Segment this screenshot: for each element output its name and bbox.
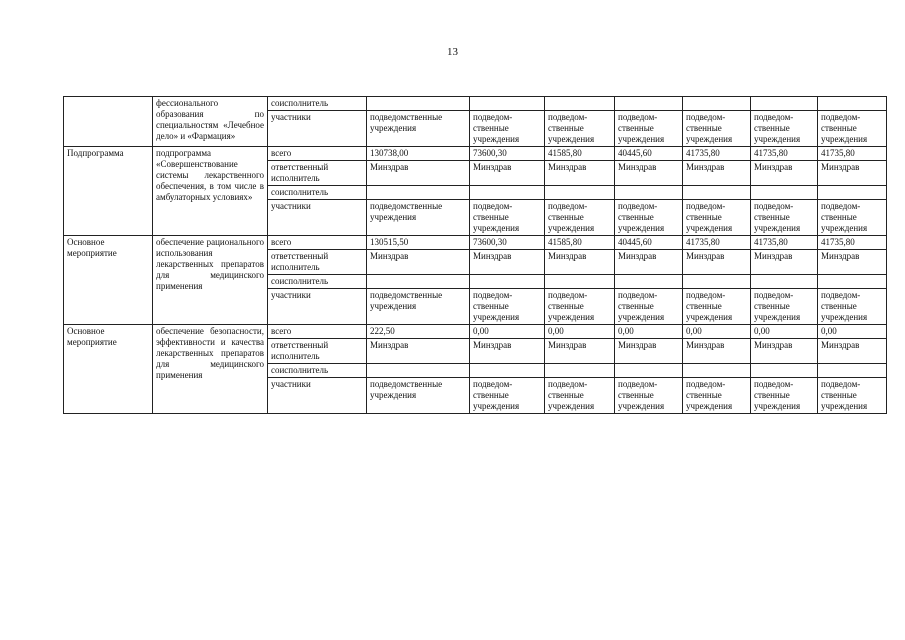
value-cell: подведом-ственные учреждения bbox=[751, 200, 818, 236]
value-cell bbox=[818, 186, 887, 200]
value-cell: Минздрав bbox=[751, 339, 818, 364]
value-cell bbox=[367, 275, 470, 289]
table-row bbox=[64, 147, 887, 161]
role-cell: ответственный исполнитель bbox=[268, 250, 367, 275]
value-cell: подведом-ственные учреждения bbox=[751, 378, 818, 414]
value-cell: подведом-ственные учреждения bbox=[615, 378, 683, 414]
value-cell: 41735,80 bbox=[818, 236, 887, 250]
value-cell bbox=[818, 275, 887, 289]
item-type-cell: Подпрограмма bbox=[64, 147, 153, 236]
value-cell: Минздрав bbox=[818, 250, 887, 275]
value-cell: подведомственные учреждения bbox=[367, 111, 470, 147]
value-cell: Минздрав bbox=[683, 339, 751, 364]
value-cell: подведом-ственные учреждения bbox=[545, 111, 615, 147]
value-cell: подведом-ственные учреждения bbox=[545, 378, 615, 414]
value-cell: Минздрав bbox=[615, 339, 683, 364]
value-cell: подведом-ственные учреждения bbox=[470, 200, 545, 236]
value-cell: 0,00 bbox=[683, 325, 751, 339]
value-cell: подведомственные учреждения bbox=[367, 200, 470, 236]
item-name-cell: подпрограмма «Совершенствование системы лекарственного обеспечения, в том числе в амбулаторных условиях» bbox=[153, 147, 268, 236]
role-cell: ответственный исполнитель bbox=[268, 161, 367, 186]
value-cell bbox=[615, 364, 683, 378]
value-cell: Минздрав bbox=[683, 250, 751, 275]
program-table bbox=[63, 96, 887, 414]
value-cell: подведом-ственные учреждения bbox=[545, 289, 615, 325]
value-cell: 130515,50 bbox=[367, 236, 470, 250]
role-cell: участники bbox=[268, 200, 367, 236]
value-cell: 0,00 bbox=[751, 325, 818, 339]
value-cell bbox=[751, 364, 818, 378]
value-cell: подведом-ственные учреждения bbox=[683, 378, 751, 414]
value-cell bbox=[367, 364, 470, 378]
value-cell: подведом-ственные учреждения bbox=[818, 289, 887, 325]
value-cell: 41735,80 bbox=[751, 236, 818, 250]
value-cell bbox=[818, 97, 887, 111]
value-cell: подведом-ственные учреждения bbox=[818, 200, 887, 236]
value-cell: подведом-ственные учреждения bbox=[683, 289, 751, 325]
value-cell: подведом-ственные учреждения bbox=[751, 111, 818, 147]
value-cell: 41735,80 bbox=[818, 147, 887, 161]
value-cell: 73600,30 bbox=[470, 147, 545, 161]
value-cell: Минздрав bbox=[818, 161, 887, 186]
value-cell bbox=[683, 364, 751, 378]
value-cell: Минздрав bbox=[545, 339, 615, 364]
value-cell bbox=[470, 275, 545, 289]
role-cell: соисполнитель bbox=[268, 364, 367, 378]
value-cell: подведом-ственные учреждения bbox=[683, 111, 751, 147]
value-cell bbox=[545, 186, 615, 200]
role-cell: соисполнитель bbox=[268, 275, 367, 289]
value-cell: 41735,80 bbox=[683, 147, 751, 161]
value-cell bbox=[367, 97, 470, 111]
value-cell: 40445,60 bbox=[615, 236, 683, 250]
value-cell bbox=[683, 186, 751, 200]
value-cell: Минздрав bbox=[470, 250, 545, 275]
value-cell: подведом-ственные учреждения bbox=[615, 200, 683, 236]
table-row bbox=[64, 325, 887, 339]
value-cell: 73600,30 bbox=[470, 236, 545, 250]
item-type-cell: Основное мероприятие bbox=[64, 236, 153, 325]
value-cell: Минздрав bbox=[367, 250, 470, 275]
value-cell: Минздрав bbox=[545, 250, 615, 275]
value-cell bbox=[615, 275, 683, 289]
value-cell bbox=[751, 97, 818, 111]
value-cell: подведом-ственные учреждения bbox=[470, 378, 545, 414]
value-cell bbox=[545, 97, 615, 111]
table-row bbox=[64, 236, 887, 250]
value-cell: Минздрав bbox=[751, 161, 818, 186]
role-cell: участники bbox=[268, 111, 367, 147]
value-cell: подведом-ственные учреждения bbox=[683, 200, 751, 236]
value-cell: подведом-ственные учреждения bbox=[615, 289, 683, 325]
value-cell: Минздрав bbox=[615, 161, 683, 186]
value-cell: Минздрав bbox=[545, 161, 615, 186]
value-cell bbox=[470, 186, 545, 200]
value-cell bbox=[751, 275, 818, 289]
value-cell: подведом-ственные учреждения bbox=[818, 111, 887, 147]
value-cell: 130738,00 bbox=[367, 147, 470, 161]
table-row bbox=[64, 97, 887, 111]
item-type-cell bbox=[64, 97, 153, 147]
item-type-cell: Основное мероприятие bbox=[64, 325, 153, 414]
value-cell: подведом-ственные учреждения bbox=[470, 111, 545, 147]
item-name-cell: обеспечение рационального использования лекарственных препаратов для медицинского применения bbox=[153, 236, 268, 325]
role-cell: всего bbox=[268, 236, 367, 250]
value-cell bbox=[470, 364, 545, 378]
role-cell: ответственный исполнитель bbox=[268, 339, 367, 364]
item-name-cell: фессионального образования по специальностям «Лечебное дело» и «Фармация» bbox=[153, 97, 268, 147]
value-cell: Минздрав bbox=[751, 250, 818, 275]
role-cell: соисполнитель bbox=[268, 97, 367, 111]
value-cell: 41735,80 bbox=[683, 236, 751, 250]
value-cell: подведомственные учреждения bbox=[367, 289, 470, 325]
value-cell: Минздрав bbox=[818, 339, 887, 364]
value-cell: подведом-ственные учреждения bbox=[751, 289, 818, 325]
value-cell: 0,00 bbox=[818, 325, 887, 339]
value-cell bbox=[470, 97, 545, 111]
value-cell: подведом-ственные учреждения bbox=[545, 200, 615, 236]
value-cell: 40445,60 bbox=[615, 147, 683, 161]
value-cell: Минздрав bbox=[367, 339, 470, 364]
value-cell bbox=[367, 186, 470, 200]
item-name-cell: обеспечение безопасности, эффективности и качества лекарственных препаратов для медицинского применения bbox=[153, 325, 268, 414]
value-cell: 41585,80 bbox=[545, 147, 615, 161]
value-cell: подведом-ственные учреждения bbox=[470, 289, 545, 325]
value-cell bbox=[545, 364, 615, 378]
page-number: 13 bbox=[447, 46, 458, 58]
value-cell: Минздрав bbox=[470, 339, 545, 364]
value-cell: 0,00 bbox=[470, 325, 545, 339]
value-cell bbox=[683, 275, 751, 289]
role-cell: всего bbox=[268, 147, 367, 161]
value-cell: 0,00 bbox=[615, 325, 683, 339]
value-cell: подведом-ственные учреждения bbox=[818, 378, 887, 414]
value-cell: Минздрав bbox=[470, 161, 545, 186]
value-cell: 41735,80 bbox=[751, 147, 818, 161]
value-cell: подведомственные учреждения bbox=[367, 378, 470, 414]
role-cell: всего bbox=[268, 325, 367, 339]
value-cell bbox=[818, 364, 887, 378]
role-cell: участники bbox=[268, 378, 367, 414]
value-cell: подведом-ственные учреждения bbox=[615, 111, 683, 147]
value-cell bbox=[615, 186, 683, 200]
role-cell: соисполнитель bbox=[268, 186, 367, 200]
value-cell bbox=[683, 97, 751, 111]
value-cell: 222,50 bbox=[367, 325, 470, 339]
role-cell: участники bbox=[268, 289, 367, 325]
value-cell: Минздрав bbox=[367, 161, 470, 186]
value-cell: Минздрав bbox=[683, 161, 751, 186]
value-cell: 0,00 bbox=[545, 325, 615, 339]
value-cell bbox=[545, 275, 615, 289]
value-cell: 41585,80 bbox=[545, 236, 615, 250]
value-cell bbox=[751, 186, 818, 200]
value-cell bbox=[615, 97, 683, 111]
value-cell: Минздрав bbox=[615, 250, 683, 275]
